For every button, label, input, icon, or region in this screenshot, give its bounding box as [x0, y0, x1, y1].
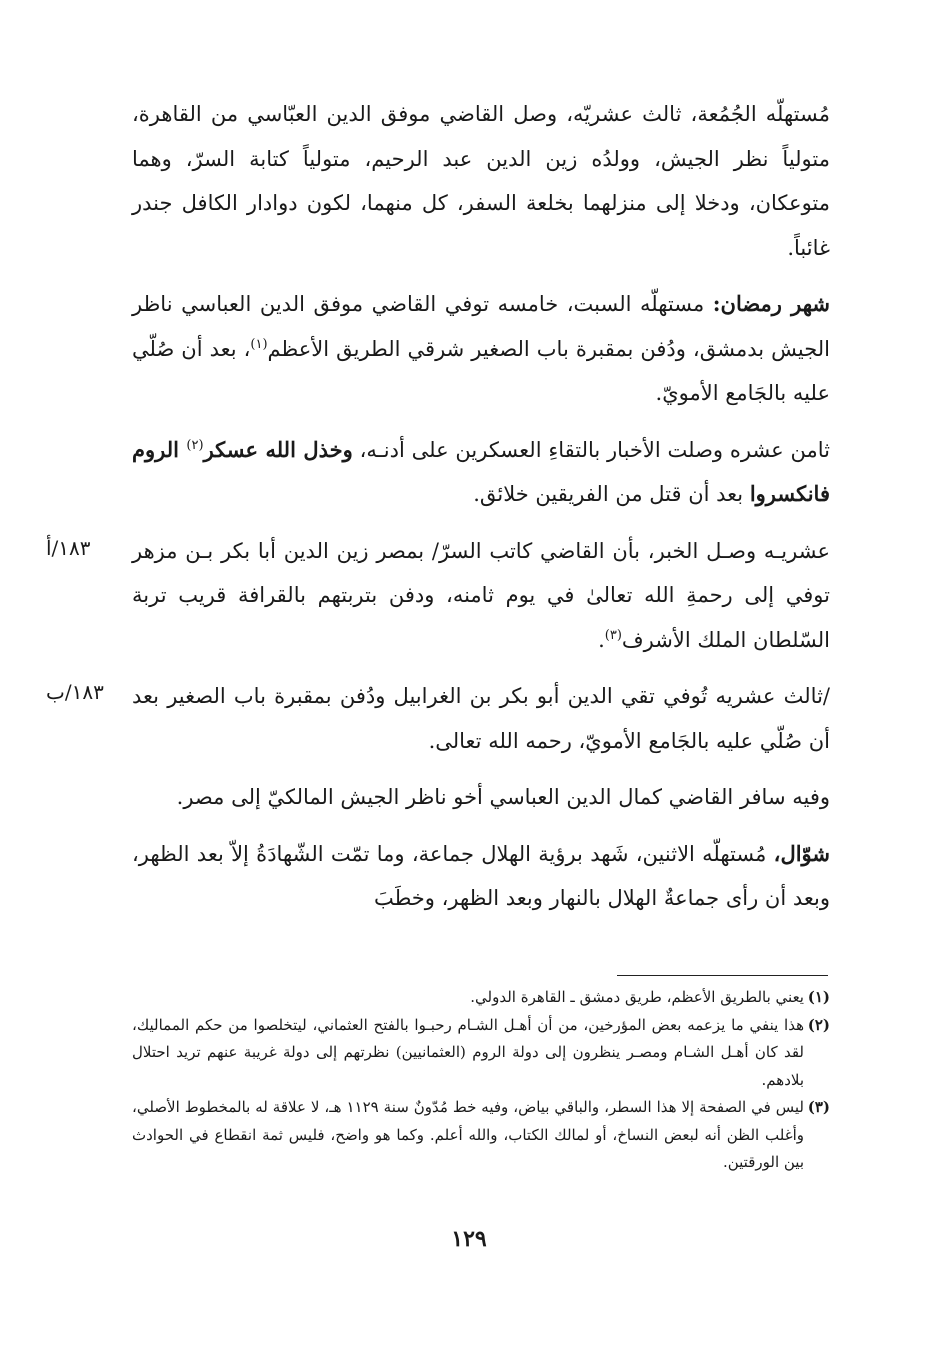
paragraph-5: [132, 674, 830, 763]
paragraph-3: [132, 428, 830, 517]
footnote-ref-2[interactable]: (٢): [186, 437, 204, 453]
page-number: ١٢٩: [451, 1226, 487, 1252]
paragraph-1: [132, 92, 830, 270]
paragraph-5-text: /ثالث عشريه تُوفي تقي الدين أبو بكر بن الغرابيل ودُفن بمقبرة باب الصغير بعد أن صُلّي عليه بالجَامع الأمويّ، رحمه الله تعالى.: [132, 684, 830, 753]
footnote-1-text: يعني بالطريق الأعظم، طريق دمشق ـ القاهرة الدولي.: [470, 988, 804, 1006]
footnote-divider: [617, 975, 828, 976]
paragraph-1-text: مُستهلّه الجُمُعة، ثالث عشريّه، وصل القاضي موفق الدين العبّاسي من القاهرة، متولياً نظر الجيش، وولدُه زين الدين عبد الرحيم، متولياً كتابة السرّ، وهما متوعكان، ودخلا إلى منزلهما بخلعة السفر، كل منهما، لكون دوادار الكافل جندر غائباً.: [132, 102, 830, 260]
paragraph-3-bold-b: الروم فانكسروا: [132, 436, 830, 506]
footnote-ref-1[interactable]: (١): [250, 336, 268, 352]
heading-shawwal: شوّال،: [773, 840, 830, 866]
paragraph-4-text-a: عشريـه وصـل الخبر، بأن القاضي كاتب السرّ/ بمصر زين الدين أبا بكر بـن مزهر توفي إلى رحمةِ الله تعالىٰ في يوم ثامنه، ودفن بتربتهم بالقرافة قريب تربة السّلطان الملك الأشرف: [132, 538, 830, 652]
footnote-1: [132, 984, 830, 1012]
folio-marker-183a: ١٨٣/أ: [46, 536, 91, 560]
footnote-3-text: ليس في الصفحة إلا هذا السطر، والباقي بياض، وفيه خط مُدّونٌ سنة ١١٢٩ هـ، لا علاقة له بالمخطوط الأصلي، وأغلب الظن أنه لبعض النساخ، أو لمالك الكتاب، والله أعلم. وكما هو واضح، فليس ثمة انقطاع في الحوادث بين الورقتين.: [132, 1098, 804, 1171]
paragraph-7-text: مُستهلّه الاثنين، شَهد برؤية الهلال جماعة، وما تمّت الشّهادَةُ إلاّ بعد الظهر، وبعد أن رأى جماعةٌ الهلال بالنهار وبعد الظهر، وخطَبَ: [132, 841, 830, 910]
paragraph-3-bold-a: وخذل الله عسكر: [203, 436, 353, 462]
heading-ramadan: شهر رمضان:: [712, 291, 830, 316]
paragraph-2: [132, 282, 830, 416]
paragraph-2-text-b: ، بعد أن صُلّي عليه بالجَامع الأمويّ.: [132, 336, 830, 405]
paragraph-3-text-a: ثامن عشره وصلت الأخبار بالتقاءِ العسكرين على أدنـه،: [352, 437, 831, 462]
paragraph-4: [132, 529, 830, 663]
paragraph-3-text-b: بعد أن قتل من الفريقين خلائق.: [473, 482, 750, 506]
footnote-2-text: هذا ينفي ما يزعمه بعض المؤرخين، من أن أهـل الشـام رحبـوا بالفتح العثماني، ليتخلصوا من حكم المماليك، لقد كان أهـل الشـام ومصـر ينظرون إلى دولة الروم (العثمانيين) نظرتهم إلى دولة غريبة عنهم تريد احتلال بلادهم.: [132, 1015, 804, 1089]
main-text: [132, 92, 830, 933]
paragraph-7: [132, 832, 830, 921]
paragraph-6-text: وفيه سافر القاضي كمال الدين العباسي أخو ناظر الجيش المالكيّ إلى مصر.: [176, 785, 830, 809]
folio-marker-183b: ١٨٣/ب: [46, 680, 104, 704]
paragraph-6: [132, 775, 830, 820]
paragraph-2-text-a: مستهلّه السبت، خامسه توفي القاضي موفق الدين العباسي ناظر الجيش بدمشق، ودُفن بمقبرة باب الصغير شرقي الطريق الأعظم: [132, 292, 830, 361]
footnote-3: [132, 1094, 830, 1177]
footnote-2: [132, 1012, 830, 1095]
footnotes: [132, 984, 830, 1177]
footnote-1-number: (١): [807, 988, 830, 1006]
paragraph-4-text-b: .: [598, 627, 605, 652]
footnote-2-number: (٢): [807, 1015, 830, 1034]
footnote-3-number: (٣): [807, 1098, 830, 1116]
footnote-ref-3[interactable]: (٣): [604, 627, 622, 643]
